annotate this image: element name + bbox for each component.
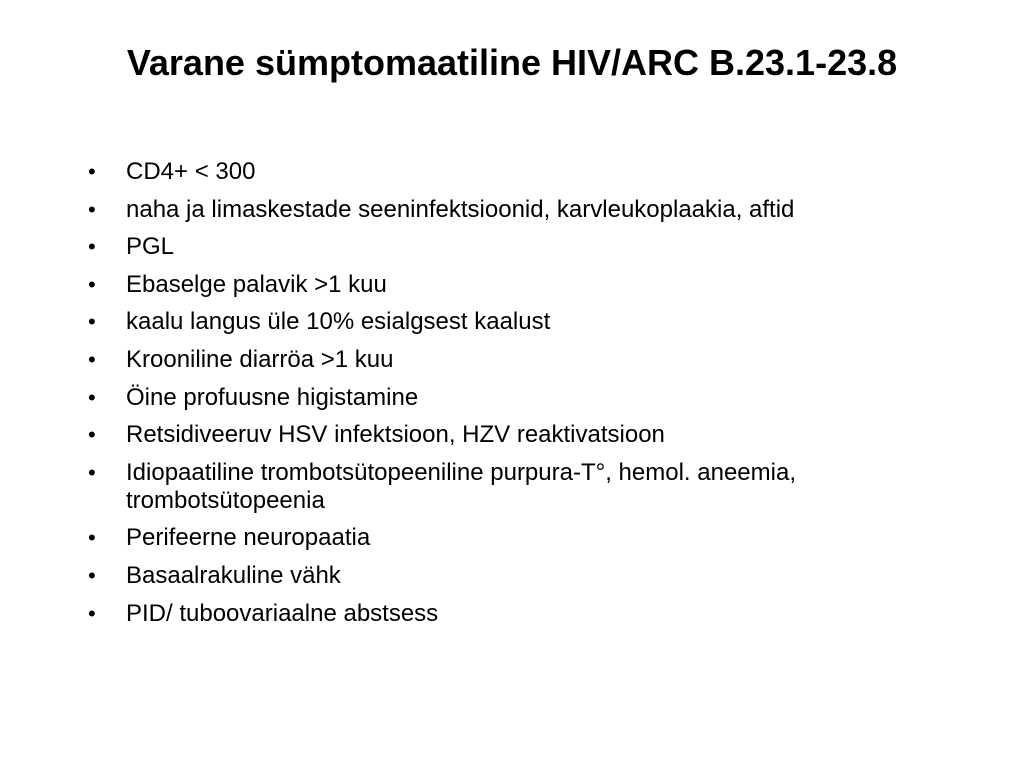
bullet-icon: • [88,600,96,626]
bullet-text: Retsidiveeruv HSV infektsioon, HZV reaktivatsioon [126,421,665,449]
bullet-item-pgl [88,233,968,261]
bullet-item-seeninfektsioonid [88,196,968,224]
bullet-text: kaalu langus üle 10% esialgsest kaalust [126,308,551,336]
bullet-text: Idiopaatiline trombotsütopeeniline purpura-T°, hemol. aneemia, trombotsütopeenia [126,458,796,514]
bullet-item-diarroa [88,346,968,374]
bullet-icon: • [88,384,96,410]
bullet-text: naha ja limaskestade seeninfektsioonid, karvleukoplaakia, aftid [126,195,795,223]
bullet-icon: • [88,459,96,485]
bullet-icon: • [88,422,96,448]
bullet-icon: • [88,234,96,260]
bullet-item-vahk [88,562,968,590]
bullet-text: PID/ tuboovariaalne abstsess [126,599,439,627]
bullet-icon: • [88,271,96,297]
slide-title: Varane sümptomaatiline HIV/ARC B.23.1-23.8 [126,42,898,83]
bullet-item-neuropaatia [88,524,968,552]
bullet-text: Krooniline diarröa >1 kuu [126,345,394,373]
bullet-icon: • [88,159,96,184]
bullet-text: Ebaselge palavik >1 kuu [126,270,387,298]
bullet-text: Perifeerne neuropaatia [126,524,371,552]
bullet-icon: • [88,562,96,588]
bullet-icon: • [88,346,96,372]
bullet-list [88,158,968,637]
bullet-icon: • [88,196,96,222]
bullet-icon: • [88,309,96,335]
bullet-item-higistamine [88,384,968,412]
bullet-text: Basaalrakuline vähk [126,561,341,589]
bullet-item-purpura [88,459,968,515]
bullet-item-palavik [88,271,968,299]
bullet-text: PGL [126,233,175,261]
bullet-text: Öine profuusne higistamine [126,383,419,411]
bullet-text: CD4+ < 300 [126,158,256,185]
bullet-item-kaalu-langus [88,308,968,336]
bullet-item-cd4 [88,158,968,186]
bullet-icon: • [88,525,96,551]
bullet-item-pid [88,600,968,628]
bullet-item-hsv [88,421,968,449]
